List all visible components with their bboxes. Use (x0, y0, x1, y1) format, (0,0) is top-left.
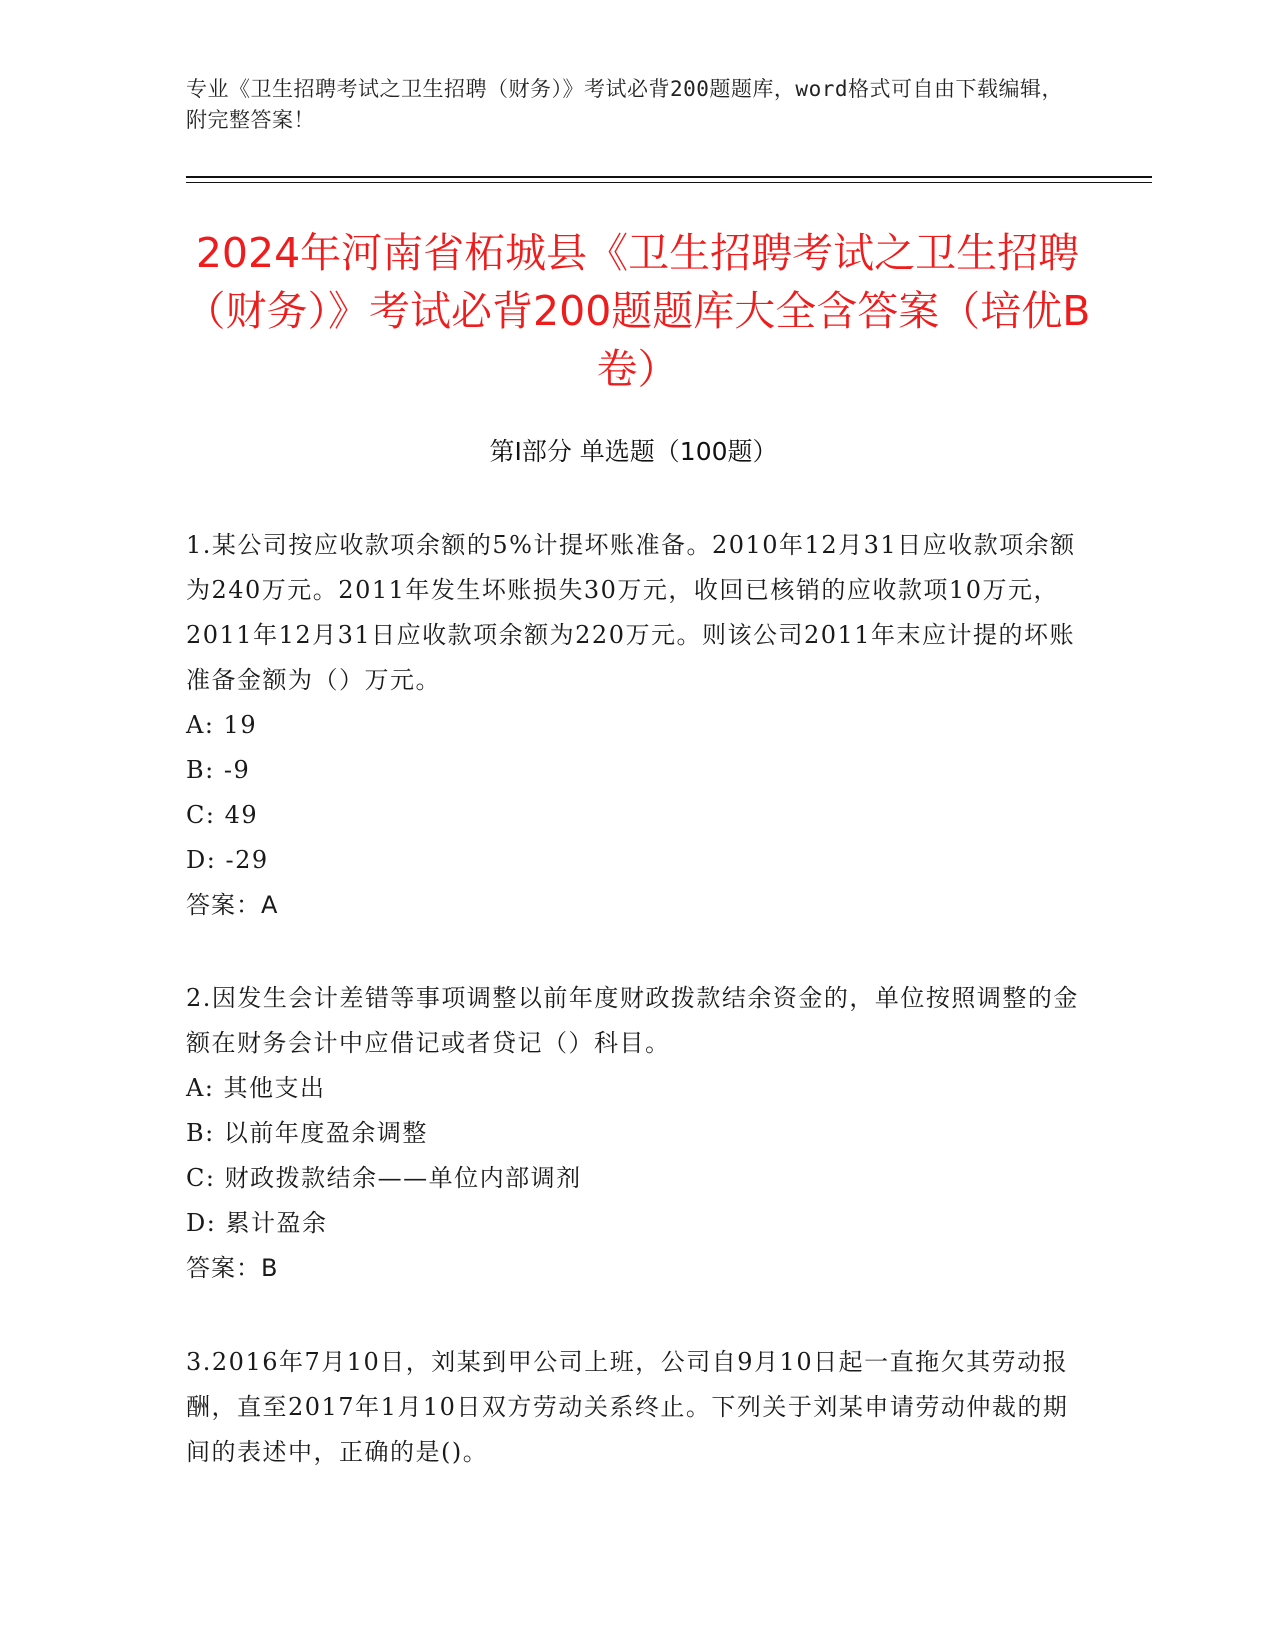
document-title: 2024年河南省柘城县《卫生招聘考试之卫生招聘（财务）》考试必背200题题库大全含答案（培优B卷） (184, 229, 1091, 393)
option-c: C: 49 (186, 801, 259, 829)
question-stem: 2.因发生会计差错等事项调整以前年度财政拨款结余资金的，单位按照调整的金额在财务会计中应借记或者贷记（）科目。 (186, 984, 1079, 1057)
header-note: 专业《卫生招聘考试之卫生招聘（财务）》考试必背200题题库，word格式可自由下载编辑，附完整答案！ (186, 77, 1063, 132)
option-c: C: 财政拨款结余——单位内部调剂 (186, 1164, 582, 1192)
option-a: A: 其他支出 (186, 1074, 326, 1102)
question-1 (186, 523, 1086, 928)
header-divider-thin (186, 182, 1152, 183)
answer: 答案：B (186, 1254, 279, 1282)
option-b: B: 以前年度盈余调整 (186, 1119, 428, 1147)
question-stem: 1.某公司按应收款项余额的5%计提坏账准备。2010年12月31日应收款项余额为240万元。2011年发生坏账损失30万元，收回已核销的应收款项10万元，2011年12月31日应收款项余额为220万元。则该公司2011年末应计提的坏账准备金额为（）万元。 (186, 531, 1076, 694)
question-2 (186, 976, 1086, 1291)
section-title: 第Ⅰ部分 单选题（100题） (489, 437, 778, 466)
option-d: D: 累计盈余 (186, 1209, 328, 1237)
option-a: A: 19 (186, 711, 258, 739)
option-d: D: -29 (186, 846, 269, 874)
question-3 (186, 1340, 1086, 1475)
header-divider-thick (186, 176, 1152, 178)
question-stem: 3.2016年7月10日，刘某到甲公司上班，公司自9月10日起一直拖欠其劳动报酬，直至2017年1月10日双方劳动关系终止。下列关于刘某申请劳动仲裁的期间的表述中，正确的是()。 (186, 1348, 1069, 1466)
answer: 答案：A (186, 891, 279, 919)
option-b: B: -9 (186, 756, 251, 784)
